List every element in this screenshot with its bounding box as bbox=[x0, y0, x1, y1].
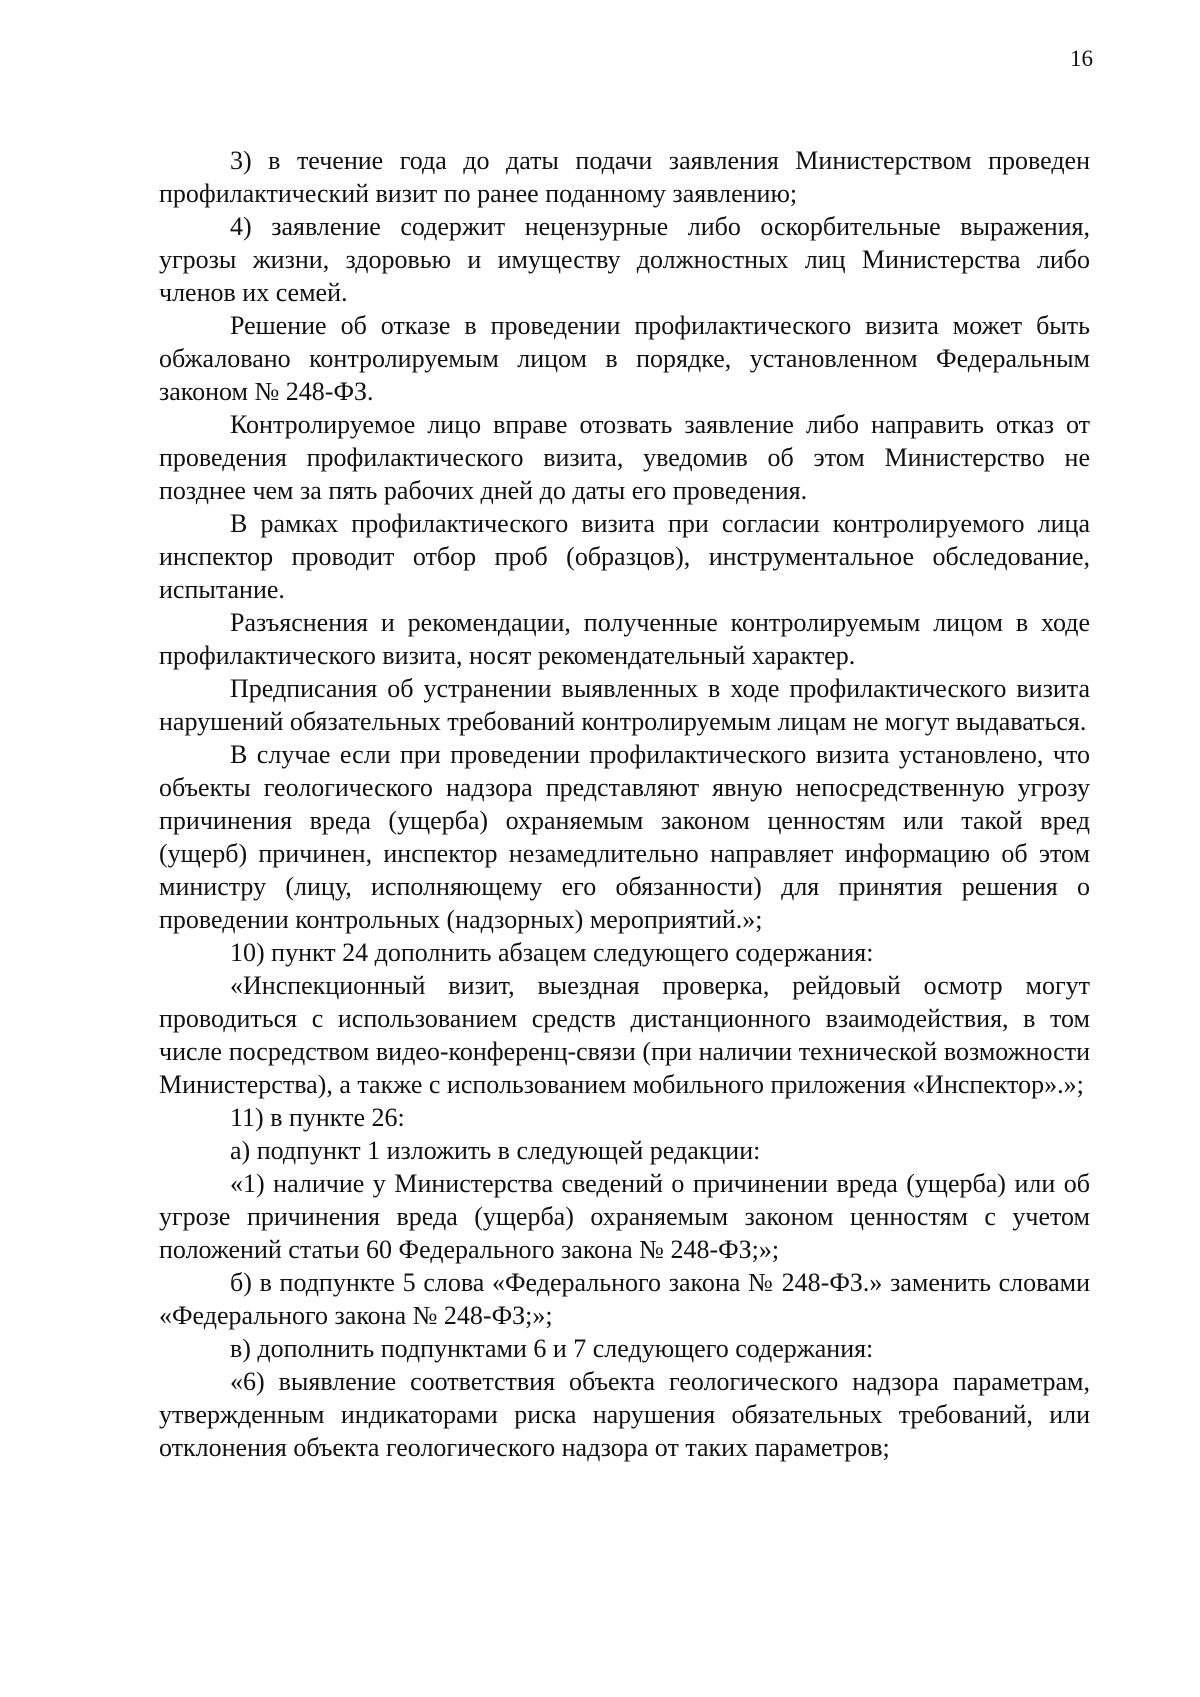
paragraph-11: 11) в пункте 26: bbox=[230, 1103, 405, 1132]
page-number: 16 bbox=[1070, 46, 1093, 71]
paragraph-6: Разъяснения и рекомендации, полученные контролируемым лицом в ходе профилактического визита, носят рекомендательный характер. bbox=[159, 608, 1090, 670]
paragraph-13: «1) наличие у Министерства сведений о причинении вреда (ущерба) или об угрозе причинения вреда (ущерба) охраняемым законом ценностям с учетом положений статьи 60 Федерального закона № 248-ФЗ;»; bbox=[159, 1169, 1090, 1264]
paragraph-1: 3) в течение года до даты подачи заявления Министерством проведен профилактический визит по ранее поданному заявлению; bbox=[159, 146, 1090, 208]
document-body bbox=[159, 144, 1090, 1464]
paragraph-5: В рамках профилактического визита при согласии контролируемого лица инспектор проводит отбор проб (образцов), инструментальное обследование, испытание. bbox=[159, 509, 1090, 604]
paragraph-2: 4) заявление содержит нецензурные либо оскорбительные выражения, угрозы жизни, здоровью и имуществу должностных лиц Министерства либо членов их семей. bbox=[159, 212, 1090, 307]
paragraph-15: в) дополнить подпунктами 6 и 7 следующего содержания: bbox=[230, 1334, 874, 1363]
paragraph-3: Решение об отказе в проведении профилактического визита может быть обжаловано контролируемым лицом в порядке, установленном Федеральным законом № 248-ФЗ. bbox=[159, 311, 1090, 406]
paragraph-10: «Инспекционный визит, выездная проверка, рейдовый осмотр могут проводиться с использованием средств дистанционного взаимодействия, в том числе посредством видео-конференц-связи (при наличии технической возможности Министерства), а также с использованием мобильного приложения «Инспектор».»; bbox=[159, 971, 1090, 1099]
paragraph-14: б) в подпункте 5 слова «Федерального закона № 248-ФЗ.» заменить словами «Федерального закона № 248-ФЗ;»; bbox=[159, 1268, 1090, 1330]
paragraph-16: «6) выявление соответствия объекта геологического надзора параметрам, утвержденным индикаторами риска нарушения обязательных требований, или отклонения объекта геологического надзора от таких параметров; bbox=[159, 1367, 1090, 1462]
paragraph-9: 10) пункт 24 дополнить абзацем следующего содержания: bbox=[230, 938, 874, 967]
paragraph-12: а) подпункт 1 изложить в следующей редакции: bbox=[230, 1136, 761, 1165]
paragraph-7: Предписания об устранении выявленных в ходе профилактического визита нарушений обязательных требований контролируемым лицам не могут выдаваться. bbox=[159, 674, 1090, 736]
paragraph-4: Контролируемое лицо вправе отозвать заявление либо направить отказ от проведения профилактического визита, уведомив об этом Министерство не позднее чем за пять рабочих дней до даты его проведения. bbox=[159, 410, 1090, 505]
paragraph-8: В случае если при проведении профилактического визита установлено, что объекты геологического надзора представляют явную непосредственную угрозу причинения вреда (ущерба) охраняемым законом ценностям или такой вред (ущерб) причинен, инспектор незамедлительно направляет информацию об этом министру (лицу, исполняющему его обязанности) для принятия решения о проведении контрольных (надзорных) мероприятий.»; bbox=[159, 740, 1090, 934]
